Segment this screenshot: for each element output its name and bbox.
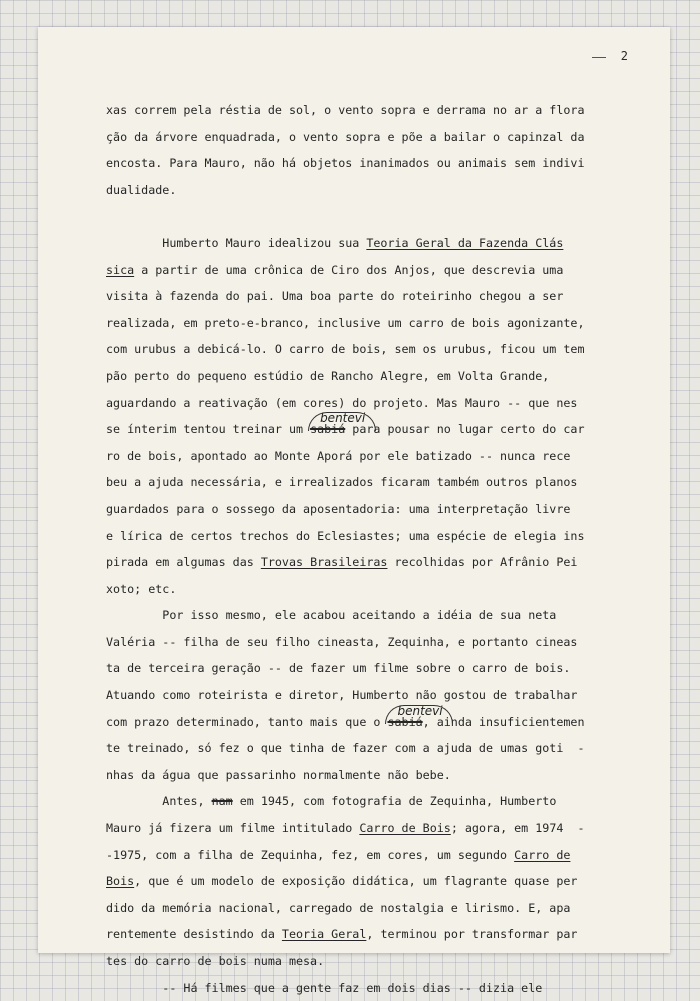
handwritten-correction: [310, 411, 366, 437]
text-segment: ; agora, em 1974 -: [450, 821, 585, 836]
text-segment: , ainda insuficientemen: [422, 714, 585, 729]
work-title: Teoria Geral: [281, 927, 367, 942]
text-line: [106, 703, 636, 736]
text-segment: pirada em algumas das: [106, 555, 261, 570]
text-line: Valéria -- filha de seu filho cineasta, Zequinha, e portanto cineas: [106, 634, 578, 649]
text-segment: a partir de uma crônica de Ciro dos Anjos, que descrevia uma: [134, 262, 564, 277]
text-line: dido da memória nacional, carregado de nostalgia e lirismo. E, apa: [106, 900, 571, 915]
blank-line: [106, 203, 636, 230]
work-title: Trovas Brasileiras: [260, 555, 388, 570]
handwritten-word: bentevi: [397, 703, 443, 718]
page-number: 2: [620, 49, 628, 63]
text-line: ta de terceira geração -- de fazer um filme sobre o carro de bois.: [106, 661, 571, 676]
text-segment: com prazo determinado, tanto mais que o: [106, 714, 388, 729]
struck-word: sabiá: [310, 422, 346, 437]
text-line: [106, 868, 636, 895]
text-line: Atuando como roteirista e diretor, Humberto não gostou de trabalhar: [106, 688, 578, 703]
text-line: [106, 411, 636, 443]
text-segment: Humberto Mauro idealizou sua: [106, 235, 367, 250]
text-line: realizada, em preto-e-branco, inclusive um carro de bois agonizante,: [106, 315, 585, 330]
text-line: nhas da água que passarinho normalmente não bebe.: [106, 767, 451, 782]
body-text: [106, 97, 636, 1001]
text-line: te treinado, só fez o que tinha de fazer com a ajuda de umas goti -: [106, 741, 585, 756]
text-line: com urubus a debicá-lo. O carro de bois, sem os urubus, ficou um tem: [106, 342, 585, 357]
text-segment: em 1945, com fotografia de Zequinha, Humberto: [232, 794, 557, 809]
text-line: -- Há filmes que a gente faz em dois dias -- dizia ele: [106, 980, 543, 995]
work-title: Carro de: [514, 847, 571, 862]
text-line: [106, 549, 636, 576]
text-line: ro de bois, apontado ao Monte Aporá por ele batizado -- nunca rece: [106, 448, 571, 463]
text-line: beu a ajuda necessária, e irrealizados ficaram também outros planos: [106, 475, 578, 490]
text-line: guardados para o sossego da aposentadoria: uma interpretação livre: [106, 501, 571, 516]
text-line: [106, 815, 636, 842]
text-line: visita à fazenda do pai. Uma boa parte do roteirinho chegou a ser: [106, 289, 564, 304]
text-line: xas correm pela réstia de sol, o vento sopra e derrama no ar a flora: [106, 103, 585, 117]
text-line: Por isso mesmo, ele acabou aceitando a idéia de sua neta: [106, 608, 557, 623]
handwritten-word: bentevi: [320, 411, 366, 426]
text-segment: rentemente desistindo da: [106, 927, 282, 942]
work-title: sica: [106, 262, 135, 277]
text-segment: -1975, com a filha de Zequinha, fez, em cores, um segundo: [106, 847, 515, 862]
text-line: dualidade.: [106, 182, 177, 197]
work-title: Teoria Geral da Fazenda Clás: [366, 235, 564, 250]
text-segment: , terminou por transformar par: [366, 927, 578, 942]
struck-word: sabiá: [387, 714, 423, 729]
text-line: [106, 788, 636, 815]
text-segment: se ínterim tentou treinar um: [106, 422, 311, 437]
header-dash: [592, 57, 606, 58]
text-line: xoto; etc.: [106, 581, 177, 596]
text-segment: Antes,: [106, 794, 212, 809]
work-title: Bois: [106, 874, 135, 889]
text-segment: recolhidas por Afrânio Pei: [387, 555, 578, 570]
work-title: Carro de Bois: [359, 821, 451, 836]
text-line: encosta. Para Mauro, não há objetos inanimados ou animais sem indivi: [106, 156, 585, 171]
text-line: e lírica de certos trechos do Eclesiastes; uma espécie de elegia ins: [106, 528, 585, 543]
handwritten-correction: [387, 703, 443, 729]
text-segment: para pousar no lugar certo do car: [345, 422, 585, 437]
struck-word: nam: [211, 794, 233, 809]
text-line: tes do carro de bois numa mesa.: [106, 954, 325, 968]
text-line: [106, 842, 636, 869]
text-segment: , que é um modelo de exposição didática, um flagrante quase per: [134, 874, 578, 889]
text-line: [106, 921, 636, 948]
typewritten-page: [38, 27, 670, 995]
text-line: [106, 257, 636, 284]
text-line: [106, 230, 636, 257]
text-line: pão perto do pequeno estúdio de Rancho Alegre, em Volta Grande,: [106, 368, 550, 383]
text-line: ção da árvore enquadrada, o vento sopra e põe a bailar o capinzal da: [106, 129, 585, 144]
text-segment: Mauro já fizera um filme intitulado: [106, 821, 360, 836]
text-line: aguardando a reativação (em cores) do projeto. Mas Mauro -- que nes: [106, 395, 578, 410]
